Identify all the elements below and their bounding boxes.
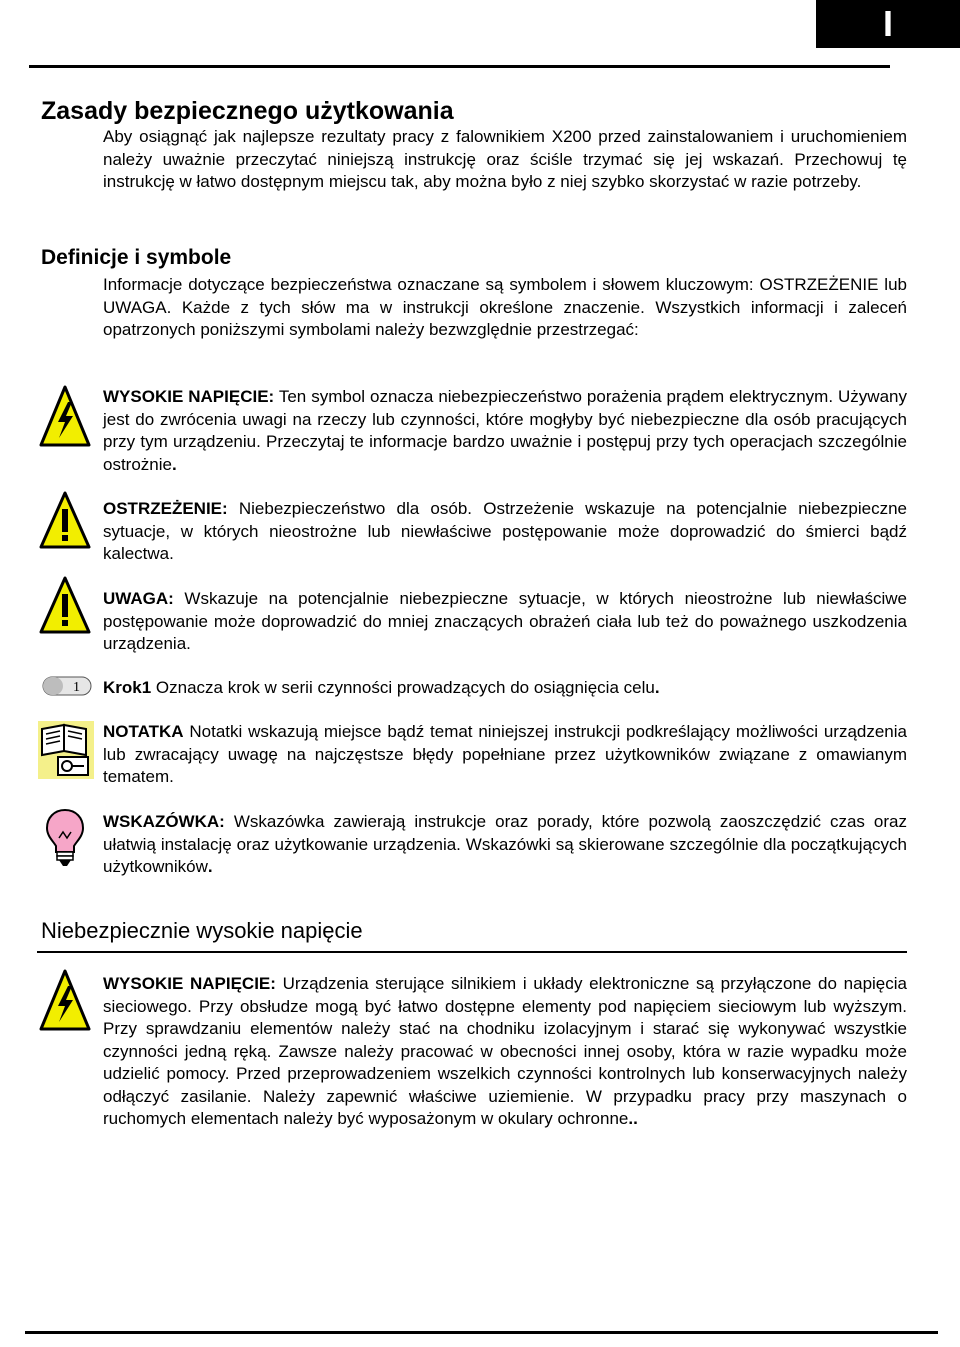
- high-voltage-icon: [39, 968, 91, 1032]
- note-label: NOTATKA: [103, 722, 184, 741]
- tip-label: WSKAZÓWKA:: [103, 812, 225, 831]
- step-badge-icon: [42, 676, 92, 696]
- section-rule: [37, 951, 907, 953]
- intro-paragraph: Aby osiągnąć jak najlepsze rezultaty pracy z falownikiem X200 przed zainstalowaniem i uruchomieniem należy uważnie przeczytać niniejszą instrukcję oraz ściśle trzymać się jej wskazań. Przechowuj tę instrukcję w łatwo dostępnym miejscu tak, aby można było z niej szybko skorzystać w razie potrzeby.: [103, 127, 907, 191]
- note-text: Notatki wskazują miejsce bądź temat niniejszej instrukcji podkreślający możliwości urządzenia lub zwracający uwagę na najczęstsze błędy popełniane przez użytkowników związane z omawianym tematem.: [103, 722, 907, 786]
- warning-text: Niebezpieczeństwo dla osób. Ostrzeżenie wskazuje na potencjalnie niebezpieczne sytuacje, w których nieostrożne lub niewłaściwe postępowanie może doprowadzić do śmierci bądź kalectwa.: [103, 499, 907, 563]
- warning-exclamation-icon: [39, 490, 91, 550]
- high-voltage-section-text: Urządzenia sterujące silnikiem i układy elektroniczne są przyłączone do napięcia sieciowego. Przy obsłudze mogą być łatwo dostępne elementy pod napięciem sieciowym lub wyższym. Przy sprawdzaniu elementów należy stać na chodniku izolacyjnym i starać się wykonywać wszystkie czynności jedną ręką. Zawsze należy pracować w obecności innej osoby, która w razie wypadku może udzielić pomocy. Przed przeprowadzeniem wszelkich czynności kontrolnych lub konserwacyjnych należy odłączyć zasilanie. Należy zapewnić właściwe uziemienie. W przypadku pracy przy maszynach o ruchomych elementach należy być wyposażonym w okulary ochronne: [103, 974, 907, 1128]
- page-title: Zasady bezpiecznego użytkowania: [41, 97, 454, 125]
- high-voltage-end: .: [171, 454, 177, 474]
- bottom-rule: [25, 1331, 938, 1334]
- tip-paragraph: [103, 811, 907, 879]
- chapter-tab-label: I: [882, 3, 893, 44]
- high-voltage-section-heading: Niebezpiecznie wysokie napięcie: [41, 918, 363, 943]
- caution-paragraph: [103, 588, 907, 656]
- step-end: .: [654, 678, 660, 697]
- definitions-heading: Definicje i symbole: [41, 246, 232, 269]
- warning-paragraph: [103, 498, 907, 566]
- warning-label: OSTRZEŻENIE:: [103, 499, 228, 518]
- lightbulb-icon: [45, 808, 85, 868]
- step-text: Oznacza krok w serii czynności prowadzących do osiągnięcia celu: [151, 678, 655, 697]
- step-paragraph: [103, 677, 907, 700]
- tip-end: .: [207, 857, 213, 876]
- tip-text: Wskazówka zawierają instrukcje oraz porady, które pozwolą zaoszczędzić czas oraz ułatwią instalację oraz użytkowanie urządzenia. Wskazówki są skierowane szczególnie dla początkujących użytkowników: [103, 812, 907, 876]
- high-voltage-section-end: ..: [628, 1109, 638, 1128]
- high-voltage-icon: [39, 384, 91, 448]
- caution-label: UWAGA:: [103, 589, 174, 608]
- caution-text: Wskazuje na potencjalnie niebezpieczne sytuacje, w których nieostrożne lub niewłaściwe postępowanie może doprowadzić do mniej znaczących obrażeń ciała lub też do poważnego uszkodzenia urządzenia.: [103, 589, 907, 653]
- step-badge-number: 1: [73, 680, 80, 695]
- top-rule: [29, 65, 890, 68]
- high-voltage-label: WYSOKIE NAPIĘCIE:: [103, 387, 275, 406]
- step-label: Krok1: [103, 678, 152, 697]
- high-voltage-section-paragraph: [103, 973, 907, 1131]
- caution-exclamation-icon: [39, 575, 91, 635]
- high-voltage-text: Ten symbol oznacza niebezpieczeństwo porażenia prądem elektrycznym. Używany jest do zwrócenia uwagi na rzeczy lub czynności, które mogłyby być niebezpieczne dla osób pracujących przy tym urządzeniu. Przeczytaj te informacje bardzo uważnie i postępuj przy tych operacjach szczególnie ostrożnie: [103, 387, 907, 474]
- chapter-tab: [816, 0, 960, 48]
- high-voltage-section-label: WYSOKIE NAPIĘCIE:: [103, 974, 276, 993]
- high-voltage-paragraph: [103, 386, 907, 476]
- note-paragraph: [103, 721, 907, 789]
- note-book-icon: [38, 721, 94, 779]
- definitions-paragraph: Informacje dotyczące bezpieczeństwa oznaczane są symbolem i słowem kluczowym: OSTRZEŻENIE lub UWAGA. Każde z tych słów ma w instrukcji określone znaczenie. Wszystkich informacji i zaleceń opatrzonych poniższymi symbolami należy bezwzględnie przestrzegać:: [103, 275, 907, 339]
